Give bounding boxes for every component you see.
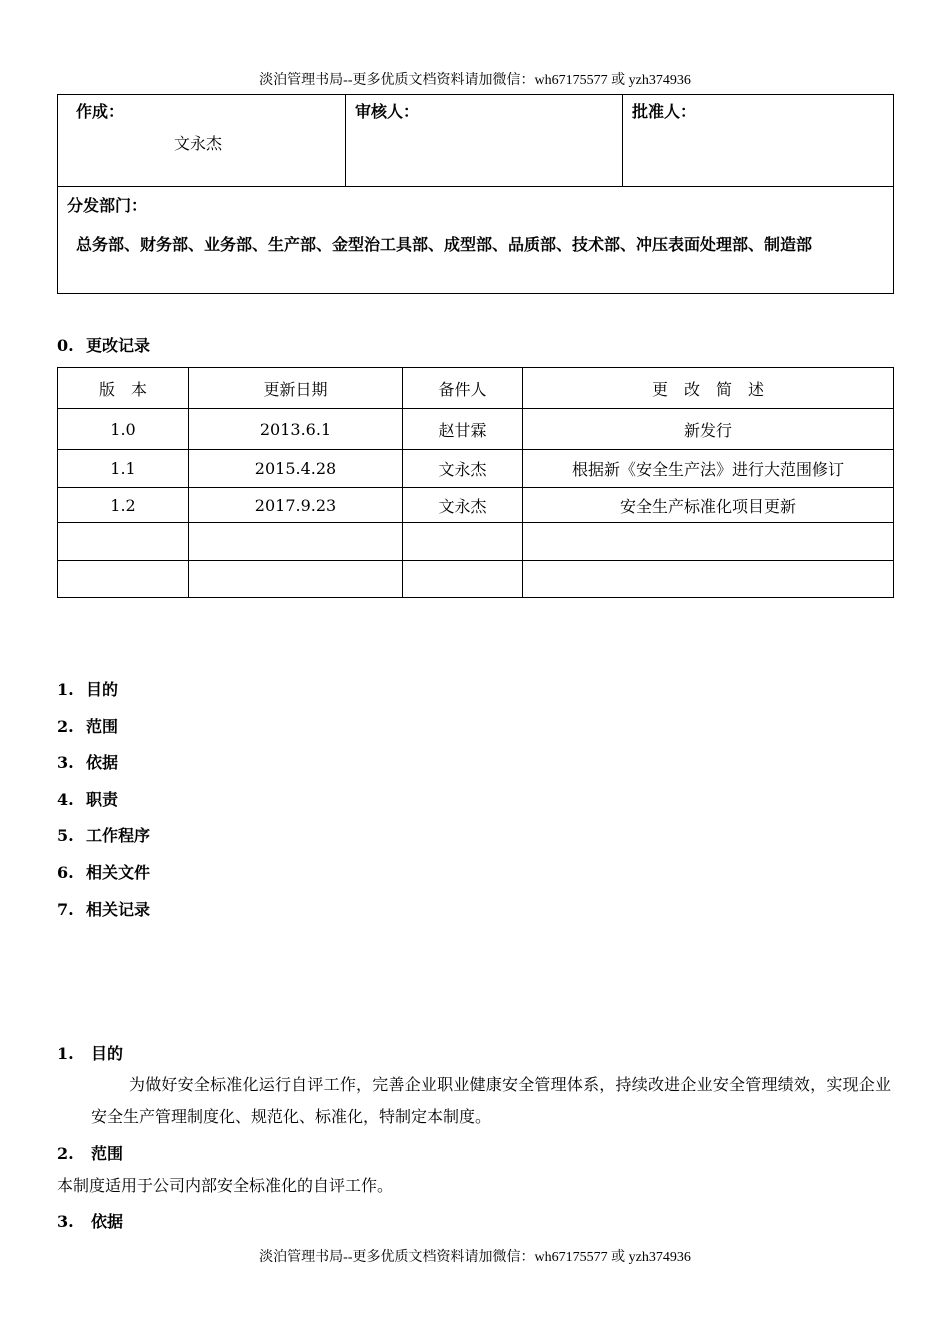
section-heading-scope: 2. 范围 bbox=[57, 1144, 124, 1163]
scope-paragraph: 本制度适用于公司内部安全标准化的自评工作。 bbox=[57, 1176, 394, 1195]
cell-summary: 新发行 bbox=[523, 409, 894, 450]
cell-summary bbox=[523, 523, 894, 561]
toc-item: 5. 工作程序 bbox=[57, 826, 151, 846]
section-heading-basis: 3. 依据 bbox=[57, 1212, 124, 1231]
toc-item: 7. 相关记录 bbox=[57, 899, 151, 919]
distribution-cell bbox=[58, 187, 894, 294]
approver-cell bbox=[623, 95, 894, 187]
cell-date: 2017.9.23 bbox=[189, 488, 403, 523]
cell-person bbox=[403, 523, 523, 561]
cell-summary: 安全生产标准化项目更新 bbox=[523, 488, 894, 523]
cell-summary: 根据新《安全生产法》进行大范围修订 bbox=[523, 450, 894, 488]
cell-date: 2013.6.1 bbox=[189, 409, 403, 450]
approval-table bbox=[57, 94, 894, 294]
cell-date: 2015.4.28 bbox=[189, 450, 403, 488]
cell-version: 1.0 bbox=[58, 409, 189, 450]
cell-person: 文永杰 bbox=[403, 450, 523, 488]
page-footer-note: 淡泊管理书局--更多优质文档资料请加微信：wh67175577 或 yzh374936 bbox=[259, 1250, 691, 1265]
table-row bbox=[58, 450, 894, 488]
col-header-summary: 更 改 简 述 bbox=[523, 368, 894, 409]
col-header-person: 备件人 bbox=[403, 368, 523, 409]
cell-version bbox=[58, 523, 189, 561]
toc-item: 3. 依据 bbox=[57, 753, 119, 773]
col-header-version: 版 本 bbox=[58, 368, 189, 409]
cell-date bbox=[189, 561, 403, 598]
reviewer-label: 审核人： bbox=[355, 102, 420, 121]
cell-version: 1.1 bbox=[58, 450, 189, 488]
table-row bbox=[58, 523, 894, 561]
section-heading-purpose: 1. 目的 bbox=[57, 1044, 124, 1063]
toc-item: 2. 范围 bbox=[57, 716, 119, 736]
cell-version: 1.2 bbox=[58, 488, 189, 523]
toc-item: 1. 目的 bbox=[57, 680, 119, 699]
col-header-date: 更新日期 bbox=[189, 368, 403, 409]
cell-person: 文永杰 bbox=[403, 488, 523, 523]
table-row bbox=[58, 488, 894, 523]
cell-version bbox=[58, 561, 189, 598]
purpose-paragraph: 为做好安全标准化运行自评工作，完善企业职业健康安全管理体系，持续改进企业安全管理绩效，实现企业安全生产管理制度化、规范化、标准化，特制定本制度。 bbox=[91, 1075, 891, 1126]
page-header-note: 淡泊管理书局--更多优质文档资料请加微信：wh67175577 或 yzh374936 bbox=[259, 73, 691, 88]
reviewer-cell bbox=[346, 95, 623, 187]
change-record-heading: 0. 更改记录 bbox=[57, 336, 151, 355]
table-header-row bbox=[58, 368, 894, 409]
approver-label: 批准人： bbox=[632, 102, 697, 121]
table-of-contents bbox=[57, 676, 150, 932]
cell-person bbox=[403, 561, 523, 598]
toc-item: 6. 相关文件 bbox=[57, 862, 151, 882]
cell-date bbox=[189, 523, 403, 561]
author-name: 文永杰 bbox=[174, 134, 223, 153]
change-record-table bbox=[57, 367, 894, 598]
distribution-departments: 总务部、财务部、业务部、生产部、金型治工具部、成型部、品质部、技术部、冲压表面处理部、制造部 bbox=[76, 235, 813, 254]
distribution-label: 分发部门： bbox=[67, 196, 148, 215]
table-row bbox=[58, 561, 894, 598]
author-label: 作成： bbox=[76, 102, 125, 121]
cell-summary bbox=[523, 561, 894, 598]
cell-person: 赵甘霖 bbox=[403, 409, 523, 450]
author-cell bbox=[58, 95, 346, 187]
table-row bbox=[58, 409, 894, 450]
toc-item: 4. 职责 bbox=[57, 789, 119, 809]
